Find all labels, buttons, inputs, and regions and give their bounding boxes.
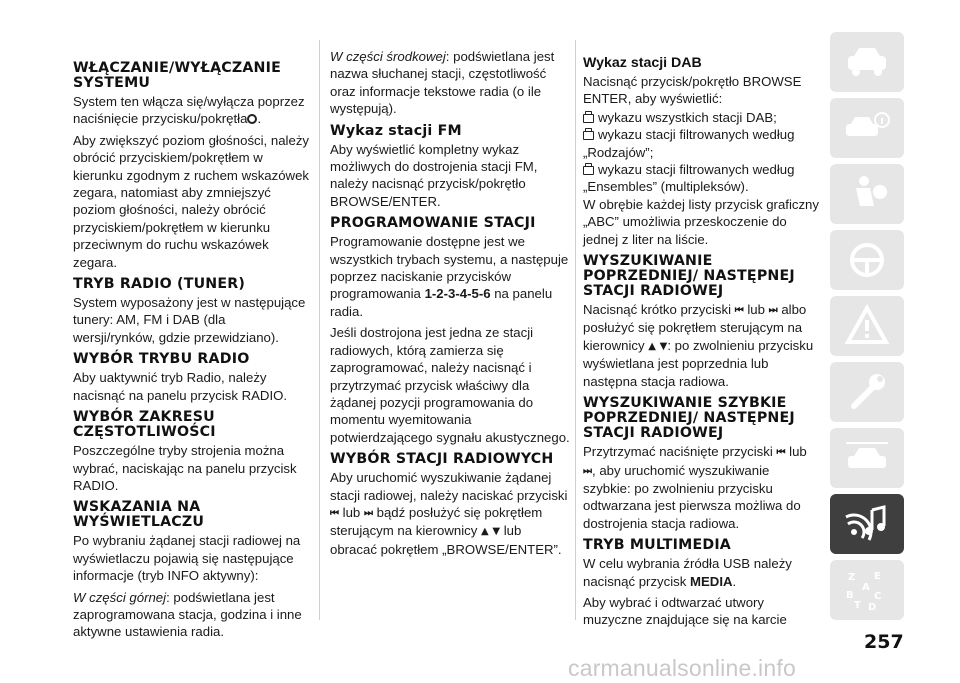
text: lub [342, 504, 361, 520]
text: : podświetlana jest zaprogramowana stacja, godzina i inne aktywne ustawienia radia. [73, 589, 302, 640]
text: albo posłużyć się pokrętłem sterującym na kierownicy [583, 302, 807, 353]
text: : podświetlana jest nazwa słuchanej stacji, częstotliwość oraz informacje tekstowe radia (o ile występują). [330, 49, 555, 117]
text: System ten włącza się/wyłącza poprzez naciśnięcie przycisku/pokrętła [73, 94, 305, 127]
heading-radio-tuner: TRYB RADIO (TUNER) [73, 276, 246, 293]
warning-triangle-icon [842, 304, 892, 348]
chapter-tabs [830, 32, 904, 626]
svg-text:C: C [874, 591, 882, 602]
svg-text:T: T [854, 600, 861, 611]
tab-airbag-safety[interactable] [830, 164, 904, 224]
next-track-icon: ⏭ [363, 507, 373, 519]
tab-car-dashboard[interactable] [830, 32, 904, 92]
text: W części środkowej [330, 49, 446, 64]
car-dashboard-icon [842, 40, 892, 84]
paragraph-search-station [583, 301, 819, 390]
paragraph-radio-tuner: System wyposażony jest w następujące tunery: AM, FM i DAB (dla wersji/rynków, gdzie przewidziano). [73, 295, 306, 345]
text: Nacisnąć krótko przyciski [583, 302, 732, 318]
heading-search-station: WYSZUKIWANIE POPRZEDNIEJ/ NASTĘPNEJ STACJI RADIOWEJ [583, 253, 795, 300]
next-track-icon: ⏭ [583, 465, 592, 477]
paragraph-multimedia [583, 555, 819, 590]
paragraph-fast-search [583, 443, 819, 532]
tab-maintenance[interactable] [830, 362, 904, 422]
heading-fast-search: WYSZUKIWANIE SZYBKIE POPRZEDNIEJ/ NASTĘPNEJ STACJI RADIOWEJ [583, 395, 795, 442]
heading-display-info: WSKAZANIA NA WYŚWIETLACZU [73, 499, 205, 531]
text: wykazu stacji filtrowanych według „Ensembles” (multipleksów). [583, 162, 795, 195]
heading-station-programming: PROGRAMOWANIE STACJI [330, 215, 536, 232]
tab-car-specs[interactable] [830, 428, 904, 488]
paragraph-display-top [73, 589, 309, 641]
prev-track-icon: ⏮ [776, 447, 786, 459]
text: . [257, 111, 262, 127]
text: : po zwolnieniu przycisku wyświetlana jest poprzednia lub następna stacja radiowa. [583, 337, 814, 389]
svg-text:D: D [868, 602, 877, 612]
paragraph-multimedia-card: Aby wybrać i odtwarzać utwory muzyczne znajdujące się na karcie [583, 594, 787, 628]
paragraph-dab-list: Nacisnąć przycisk/pokrętło BROWSE ENTER, aby wyświetlić: [583, 74, 802, 107]
tab-warning[interactable] [830, 296, 904, 356]
radio-list-icon [583, 131, 594, 140]
tab-car-info[interactable] [830, 98, 904, 158]
steering-wheel-icon [842, 238, 892, 282]
heading-radio-mode: WYBÓR TRYBU RADIO [73, 351, 250, 368]
text: Programowanie dostępne jest we wszystkich trybach systemu, a następuje poprzez naciskanie przycisków programowania [330, 234, 569, 302]
list-item [583, 109, 819, 126]
text: wykazu wszystkich stacji DAB; [598, 109, 777, 125]
heading-dab-list: Wykaz stacji DAB [583, 55, 702, 71]
text: na panelu radia. [330, 286, 553, 319]
text: wykazu stacji filtrowanych według „Rodzajów”; [583, 127, 795, 160]
paragraph-fm-list: Aby wyświetlić kompletny wykaz możliwych do dostrojenia stacji FM, należy nacisnąć przycisk/pokrętło BROWSE/ENTER. [330, 141, 538, 209]
wrench-maintenance-icon [842, 370, 892, 414]
next-track-icon: ⏭ [768, 305, 778, 317]
tab-steering-wheel[interactable] [830, 230, 904, 290]
arrow-up-icon: ▲ [480, 526, 489, 538]
svg-text:Z: Z [848, 572, 856, 583]
column-divider-2 [575, 40, 576, 620]
page-number: 257 [864, 631, 904, 653]
text: . [732, 573, 737, 589]
paragraph-radio-mode: Aby uaktywnić tryb Radio, należy nacisnąć na panelu przycisk RADIO. [73, 370, 288, 403]
paragraph-station-programming [330, 233, 570, 320]
text: W celu wybrania źródła USB należy nacisnąć przycisk [583, 556, 792, 589]
column-1 [73, 55, 309, 645]
text: Przytrzymać naciśnięte przyciski [583, 444, 773, 460]
text: W części górnej [73, 589, 167, 605]
paragraph-display-middle [330, 48, 570, 118]
car-specs-icon [842, 436, 892, 480]
text: lub [747, 302, 765, 318]
prev-track-icon: ⏮ [330, 507, 339, 519]
heading-station-select: WYBÓR STACJI RADIOWYCH [330, 451, 554, 468]
power-knob-icon [247, 114, 257, 124]
radio-list-icon [583, 166, 594, 175]
paragraph-volume: Aby zwiększyć poziom głośności, należy obrócić przyciskiem/pokrętłem w kierunku zgodnym z ruchem wskazówek zegara, natomiast aby zmniejszyć poziom głośności, należy obrócić przyciskiem/pokrętłem w kierunku przeciwnym do ruchu wskazówek zegara. [73, 132, 310, 270]
column-2 [330, 48, 570, 562]
paragraph-station-select [330, 469, 570, 558]
radio-list-icon [583, 114, 594, 123]
paragraph-display-info: Po wybraniu żądanej stacji radiowej na wyświetlaczu pojawią się następujące informacje (tryb INFO aktywny): [73, 533, 301, 584]
tab-multimedia[interactable] [830, 494, 904, 554]
list-item [583, 161, 819, 196]
prev-track-icon: ⏮ [734, 305, 744, 317]
arrow-down-icon: ▼ [659, 340, 668, 352]
arrow-up-icon: ▲ [648, 340, 656, 352]
svg-text:B: B [846, 590, 854, 601]
heading-fm-list: Wykaz stacji FM [330, 122, 462, 139]
text: , aby uruchomić wyszukiwanie szybkie: po zwolnieniu przycisku odtwarzana jest pierwsza możliwa do dostrojenia stacja radiowa. [583, 462, 801, 531]
paragraph-frequency-range: Poszczególne tryby strojenia można wybrać, naciskając na panelu przycisk RADIO. [73, 443, 297, 493]
paragraph-programming-hold: Jeśli dostrojona jest jedna ze stacji radiowych, którą zamierza się zaprogramować, należy nacisnąć i przytrzymać przycisk właściwy dla żądanej pozycji programowania do momentu wyemitowania potwierdzającego sygnału akustycznego. [330, 325, 570, 445]
heading-frequency-range: WYBÓR ZAKRESU CZĘSTOTLIWOŚCI [73, 409, 216, 441]
airbag-safety-icon [842, 172, 892, 216]
paragraph-system-on-off [73, 93, 309, 128]
media-key: MEDIA [690, 573, 733, 589]
text: bądź posłużyć się pokrętłem sterującym na kierownicy [330, 504, 543, 539]
preset-keys: 1-2-3-4-5-6 [424, 286, 491, 302]
heading-system-on-off: WŁĄCZANIE/WYŁĄCZANIE SYSTEMU [73, 60, 281, 91]
text: lub [789, 444, 807, 460]
arrow-down-icon: ▼ [492, 526, 501, 538]
list-item [583, 126, 819, 161]
watermark: carmanualsonline.info [568, 655, 796, 681]
car-info-icon [842, 106, 892, 150]
svg-text:E: E [874, 571, 881, 582]
paragraph-abc-list: W obrębie każdej listy przycisk graficzny „ABC” umożliwia przeskoczenie do jednej z liter na liście. [583, 196, 819, 247]
heading-multimedia: TRYB MULTIMEDIA [583, 537, 731, 554]
multimedia-icon [842, 502, 892, 546]
column-3 [583, 55, 819, 633]
svg-text:A: A [862, 582, 870, 593]
column-divider-1 [319, 40, 320, 620]
tab-alphabetical-index[interactable] [830, 560, 904, 620]
text: lub obracać pokrętłem „BROWSE/ENTER”. [330, 523, 562, 557]
alphabetical-index-icon [842, 568, 892, 612]
text: Aby uruchomić wyszukiwanie żądanej stacji radiowej, należy naciskać przyciski [330, 470, 568, 503]
